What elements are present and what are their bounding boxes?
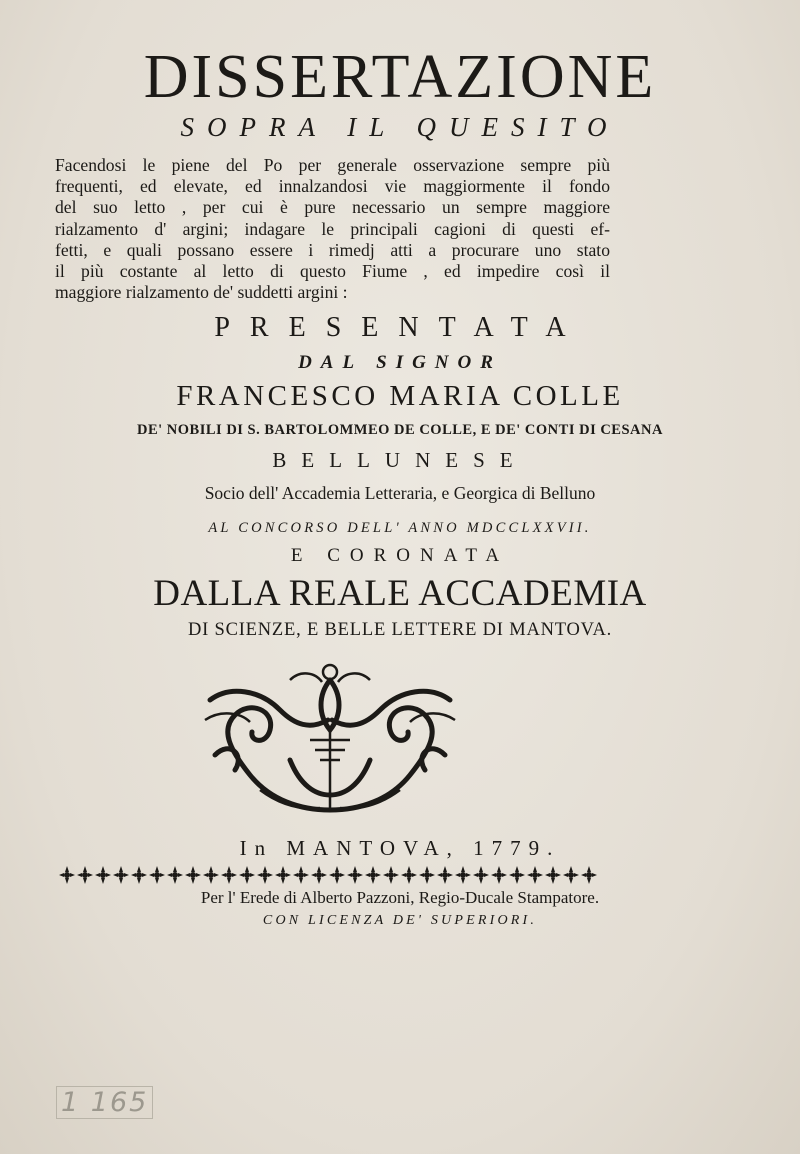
- nobility-line: DE' NOBILI DI S. BARTOLOMMEO DE COLLE, E DE' CONTI DI CESANA: [137, 422, 663, 438]
- academy-name: DALLA REALE ACCADEMIA: [153, 573, 647, 614]
- question-line: rialzamento d' argini; indagare le principali cagioni di questi ef-: [55, 218, 610, 239]
- question-line: del suo letto , per cui è pure necessario un sempre maggiore: [55, 197, 610, 218]
- shelfmark-stamp: 1 165: [56, 1086, 153, 1119]
- question-line: maggiore rialzamento de' suddetti argini :: [55, 282, 348, 303]
- question-line: fetti, e quali possano essere i rimedj atti a procurare uno stato: [55, 239, 610, 260]
- question-line: frequenti, ed elevate, ed innalzandosi vie maggiormente il fondo: [55, 176, 610, 197]
- origin-line: BELLUNESE: [272, 448, 528, 472]
- imprint-city: In MANTOVA, 1779.: [239, 836, 561, 860]
- author-name: FRANCESCO MARIA COLLE: [176, 380, 624, 412]
- printer-line: Per l' Erede di Alberto Pazzoni, Regio-Ducale Stampatore.: [200, 888, 600, 907]
- printer-vignette-ornament: [190, 660, 470, 830]
- contest-line: AL CONCORSO DELL' ANNO MDCCLXXVII.: [208, 520, 592, 536]
- presentata-heading: PRESENTATA: [214, 312, 586, 343]
- question-text: [55, 155, 610, 303]
- academy-subtitle: DI SCIENZE, E BELLE LETTERE DI MANTOVA.: [187, 620, 613, 640]
- coronata-line: E CORONATA: [290, 545, 510, 566]
- subtitle: SOPRA IL QUESITO: [180, 112, 620, 142]
- page-title: DISSERTAZIONE: [143, 43, 657, 111]
- question-line: il più costante al letto di questo Fiume , ed impedire così il: [55, 261, 610, 282]
- license-line: CON LICENZA DE' SUPERIORI.: [262, 913, 538, 928]
- question-line: Facendosi le piene del Po per generale osservazione sempre più: [55, 155, 610, 175]
- dal-signor: DAL SIGNOR: [298, 352, 502, 373]
- member-line: Socio dell' Accademia Letteraria, e Georgica di Belluno: [204, 483, 596, 503]
- ornamental-border: [58, 864, 598, 886]
